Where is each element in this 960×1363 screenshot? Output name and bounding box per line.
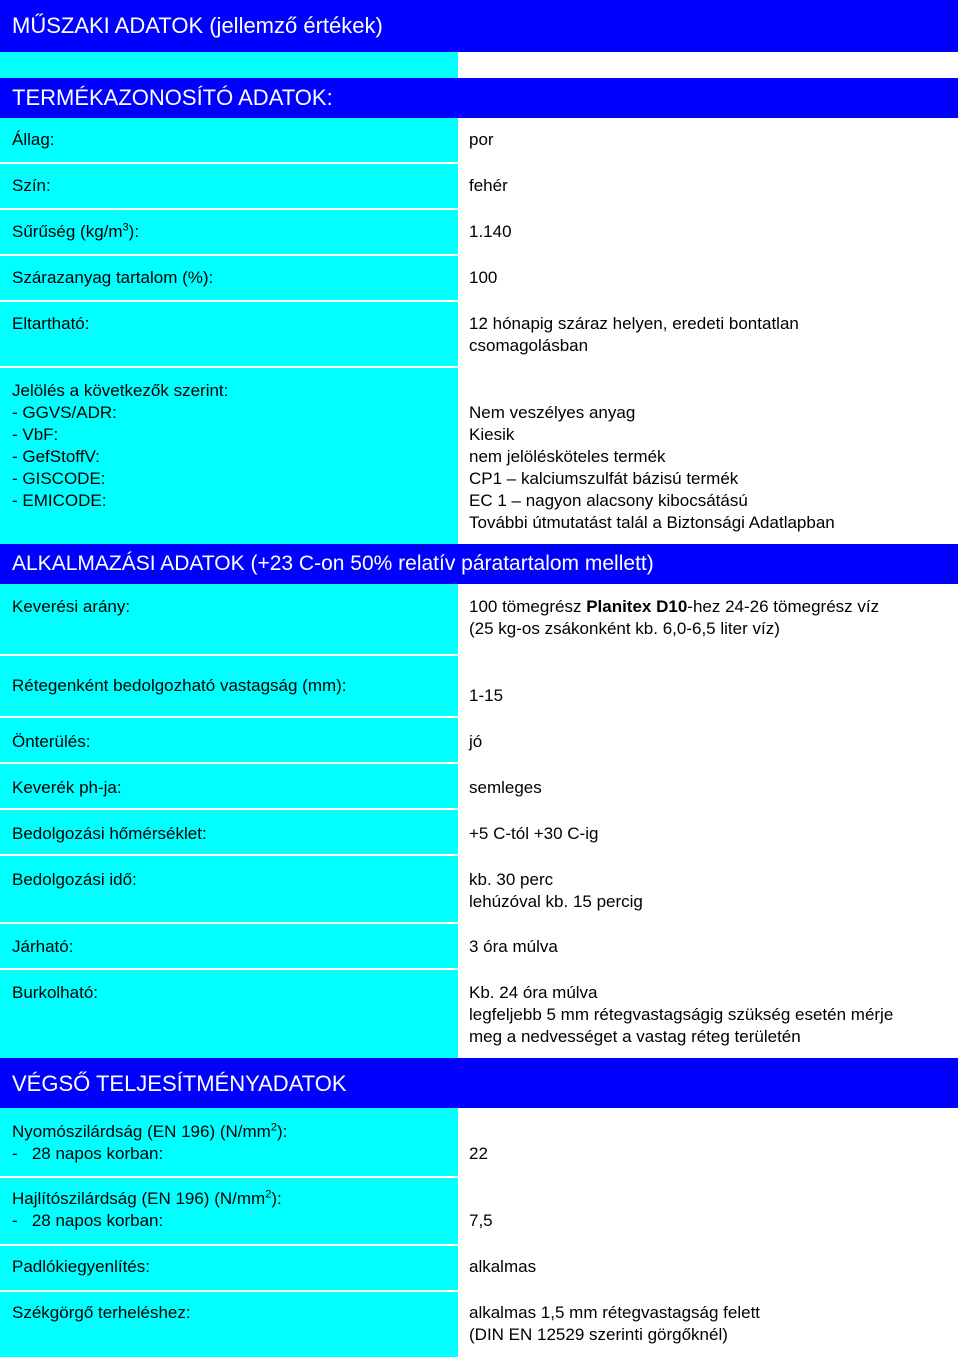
jeloles-value-line-6: További útmutatást talál a Biztonsági Adatlapban <box>469 513 835 532</box>
row-divider <box>0 968 458 970</box>
jeloles-label-line-6: - EMICODE: <box>12 491 107 510</box>
row-divider <box>0 716 458 718</box>
suruseg-value: 1.140 <box>469 222 512 241</box>
eltarthato-value-line-2: csomagolásban <box>469 336 589 355</box>
burkolhato-label: Burkolható: <box>12 983 98 1002</box>
keveresi-value-line-1: 100 tömegrész Planitex D10-hez 24-26 tömegrész víz <box>469 597 880 616</box>
padlokiegyenlites-label: Padlókiegyenlítés: <box>12 1257 150 1276</box>
burkolhato-value-line-3: meg a nedvességet a vastag réteg területén <box>469 1027 801 1046</box>
section-header-final: VÉGSŐ TELJESÍTMÉNYADATOK <box>0 1058 958 1108</box>
keveresi-label: Keverési arány: <box>12 597 131 616</box>
szekgorgo-label: Székgörgő terheléshez: <box>12 1303 191 1322</box>
row-divider <box>0 254 458 256</box>
nyomoszilardsag-value: 22 <box>469 1144 488 1163</box>
row-divider <box>0 654 458 656</box>
szarazanyag-value: 100 <box>469 268 498 287</box>
row-divider <box>0 854 458 856</box>
onterules-label: Önterülés: <box>12 732 91 751</box>
jeloles-label-line-5: - GISCODE: <box>12 469 106 488</box>
eltarthato-value-line-1: 12 hónapig száraz helyen, eredeti bontatlan <box>469 314 799 333</box>
homerseklet-label: Bedolgozási hőmérséklet: <box>12 824 207 843</box>
row-divider <box>0 922 458 924</box>
row-divider <box>0 762 458 764</box>
jarhato-label: Járható: <box>12 937 74 956</box>
ido-value-line-2: lehúzóval kb. 15 percig <box>469 892 643 911</box>
jeloles-value-line-3: nem jelölésköteles termék <box>469 447 666 466</box>
burkolhato-value-line-2: legfeljebb 5 mm rétegvastagságig szükség esetén mérje <box>469 1005 894 1024</box>
ph-value: semleges <box>469 778 542 797</box>
jeloles-label-line-4: - GefStoffV: <box>12 447 100 466</box>
onterules-value: jó <box>469 732 483 751</box>
row-divider <box>0 1290 458 1292</box>
ido-label: Bedolgozási idő: <box>12 870 137 889</box>
burkolhato-value-line-1: Kb. 24 óra múlva <box>469 983 598 1002</box>
allag-label: Állag: <box>12 130 55 149</box>
jeloles-label-line-2: - GGVS/ADR: <box>12 403 117 422</box>
szin-label: Szín: <box>12 176 51 195</box>
homerseklet-value: +5 C-tól +30 C-ig <box>469 824 599 843</box>
padlokiegyenlites-value: alkalmas <box>469 1257 537 1276</box>
page-title: MŰSZAKI ADATOK (jellemző értékek) <box>0 0 958 52</box>
jarhato-value: 3 óra múlva <box>469 937 558 956</box>
ido-value-line-1: kb. 30 perc <box>469 870 554 889</box>
row-divider <box>0 366 458 368</box>
row-divider <box>0 208 458 210</box>
row-divider <box>0 162 458 164</box>
jeloles-value-line-5: EC 1 – nagyon alacsony kibocsátású <box>469 491 748 510</box>
reteg-value: 1-15 <box>469 686 504 705</box>
row-divider <box>0 808 458 810</box>
jeloles-value-line-1: Nem veszélyes anyag <box>469 403 636 422</box>
section-header-product: TERMÉKAZONOSÍTÓ ADATOK: <box>0 78 958 118</box>
hajlitoszilardsag-value: 7,5 <box>469 1211 493 1230</box>
szin-value: fehér <box>469 176 508 195</box>
jeloles-value-line-2: Kiesik <box>469 425 515 444</box>
hajlitoszilardsag-label-line-1: Hajlítószilárdság (EN 196) $(N/mm^2)$: <box>12 1188 282 1208</box>
nyomoszilardsag-label-line-2: - 28 napos korban: <box>12 1144 164 1163</box>
hajlitoszilardsag-label-line-2: - 28 napos korban: <box>12 1211 164 1230</box>
jeloles-value-line-4: CP1 – kalciumszulfát bázisú termék <box>469 469 739 488</box>
keveresi-value-line-2: (25 kg-os zsákonként kb. 6,0-6,5 liter víz) <box>469 619 780 638</box>
szekgorgo-value-line-1: alkalmas 1,5 mm rétegvastagság felett <box>469 1303 761 1322</box>
nyomoszilardsag-label-line-1: Nyomószilárdság (EN 196) $(N/mm^2)$: <box>12 1121 288 1141</box>
jeloles-label-line-1: Jelölés a következők szerint: <box>12 381 229 400</box>
suruseg-label: Sűrűség $(kg/m^3)$: <box>12 221 140 241</box>
szekgorgo-value-line-2: (DIN EN 12529 szerinti görgőknél) <box>469 1325 728 1344</box>
allag-value: por <box>469 130 494 149</box>
row-divider <box>0 300 458 302</box>
eltarthato-label: Eltartható: <box>12 314 90 333</box>
row-divider <box>0 1176 458 1178</box>
row-divider <box>0 1244 458 1246</box>
szarazanyag-label: Szárazanyag tartalom (%): <box>12 268 214 287</box>
section-header-application: ALKALMAZÁSI ADATOK (+23 C-on 50% relatív páratartalom mellett) <box>0 544 958 584</box>
jeloles-label-line-3: - VbF: <box>12 425 59 444</box>
reteg-label: Rétegenként bedolgozható vastagság (mm): <box>12 676 347 695</box>
ph-label: Keverék ph-ja: <box>12 778 122 797</box>
